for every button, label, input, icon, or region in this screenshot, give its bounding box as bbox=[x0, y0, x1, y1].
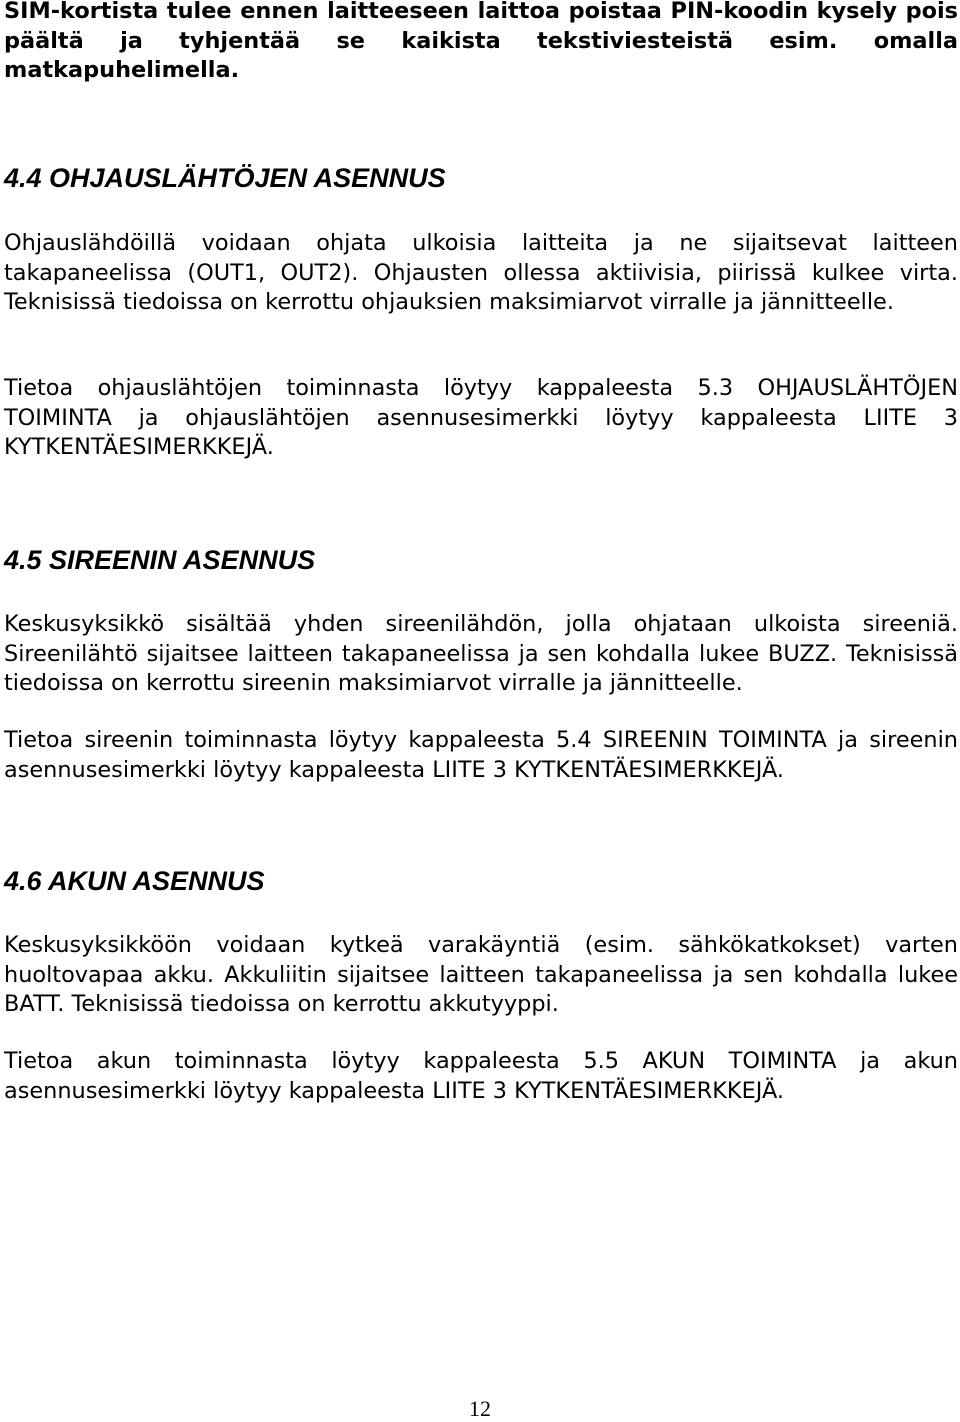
section-4-4-paragraph-1: Ohjauslähdöillä voidaan ohjata ulkoisia laitteita ja ne sijaitsevat laitteen takapaneelissa (OUT1, OUT2). Ohjausten ollessa aktiivisia, piirissä kulkee virta. Teknisissä tiedoissa on kerrottu ohjauksien maksimiarvot virralle ja jännitteelle. bbox=[4, 230, 958, 315]
page-number: 12 bbox=[469, 1396, 491, 1421]
section-heading-4-6: 4.6 AKUN ASENNUS bbox=[4, 866, 265, 896]
intro-paragraph: SIM-kortista tulee ennen laitteeseen laittoa poistaa PIN-koodin kysely pois päältä ja tyhjentää se kaikista tekstiviesteistä esim. omalla matkapuhelimella. bbox=[4, 0, 958, 83]
section-4-5-paragraph-1: Keskusyksikkö sisältää yhden sireenilähdön, jolla ohjataan ulkoista sireeniä. Sireenilähtö sijaitsee laitteen takapaneelissa ja sen kohdalla lukee BUZZ. Teknisissä tiedoissa on kerrottu sireenin maksimiarvot virralle ja jännitteelle. bbox=[4, 611, 958, 696]
section-4-6-paragraph-1: Keskusyksikköön voidaan kytkeä varakäyntiä (esim. sähkökatkokset) varten huoltovapaa akku. Akkuliitin sijaitsee laitteen takapaneelissa ja sen kohdalla lukee BATT. Teknisissä tiedoissa on kerrottu akkutyyppi. bbox=[4, 932, 958, 1017]
section-4-4-paragraph-2: Tietoa ohjauslähtöjen toiminnasta löytyy kappaleesta 5.3 OHJAUSLÄHTÖJEN TOIMINTA ja ohjauslähtöjen asennusesimerkki löytyy kappaleesta LIITE 3 KYTKENTÄESIMERKKEJÄ. bbox=[4, 375, 958, 460]
section-heading-4-5: 4.5 SIREENIN ASENNUS bbox=[4, 545, 316, 575]
section-4-5-paragraph-2: Tietoa sireenin toiminnasta löytyy kappaleesta 5.4 SIREENIN TOIMINTA ja sireenin asennusesimerkki löytyy kappaleesta LIITE 3 KYTKENTÄESIMERKKEJÄ. bbox=[4, 727, 958, 783]
section-4-6-paragraph-2: Tietoa akun toiminnasta löytyy kappaleesta 5.5 AKUN TOIMINTA ja akun asennusesimerkki löytyy kappaleesta LIITE 3 KYTKENTÄESIMERKKEJÄ. bbox=[4, 1048, 958, 1104]
section-heading-4-4: 4.4 OHJAUSLÄHTÖJEN ASENNUS bbox=[4, 163, 446, 193]
